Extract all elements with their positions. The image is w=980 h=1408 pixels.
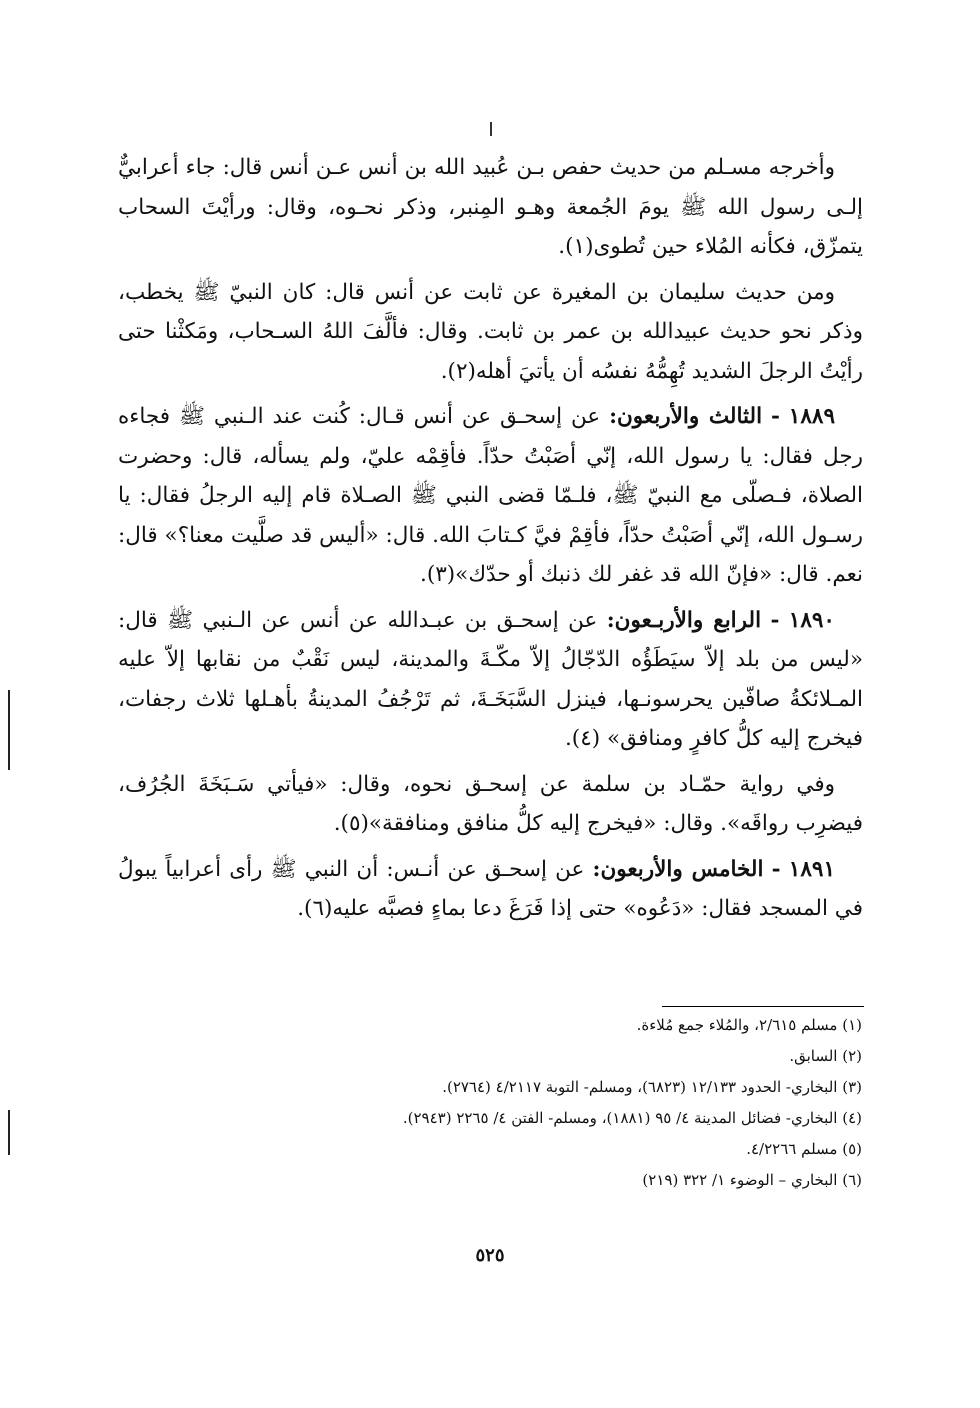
footnote: (٥) مسلم ٤/٢٢٦٦. bbox=[746, 1140, 862, 1158]
hadith-dash: - bbox=[771, 856, 781, 882]
page-number: ٥٢٥ bbox=[475, 1245, 505, 1266]
margin-line bbox=[8, 690, 10, 770]
top-mark bbox=[490, 122, 492, 136]
footnote: (٤) البخاري- فضائل المدينة ٤/ ٩٥ (١٨٨١)، ومسلم- الفتن ٤/ ٢٢٦٥ (٢٩٤٣). bbox=[402, 1109, 862, 1127]
paragraph-text: عن إسحـق عن أنـس: أن النبي ﷺ رأى أعرابياً يبولُ في المسجد فقال: «دَعُوه» حتى إذا فَرَغَ دعا بماءٍ فصبَّه عليه(٦). bbox=[118, 856, 863, 921]
paragraph-text: وفي رواية حمّـاد بن سلمة عن إسحـق نحوه، وقال: «فيأتي سَـبَخَةَ الجُرُف، فيضرِب رواقَه». وقال: «فيخرج إليه كلُّ منافق ومنافقة»(٥). bbox=[118, 771, 863, 836]
footnote: (٣) البخاري- الحدود ١٢/١٣٣ (٦٨٢٣)، ومسلم- التوبة ٤/٢١١٧ (٢٧٦٤). bbox=[442, 1078, 862, 1096]
paragraph bbox=[118, 273, 863, 392]
footnote-divider bbox=[662, 1006, 864, 1007]
hadith-heading: الخامس والأربعون: bbox=[592, 856, 764, 882]
footnotes bbox=[300, 1010, 862, 1196]
hadith-number: ١٨٩٠ bbox=[788, 607, 835, 633]
paragraph-text: عن إسحـق بن عبـدالله عن أنس عن الـنبي ﷺ قال: «ليس من بلد إلاّ سيَطَؤُه الدّجّالُ إلاّ مكّـةَ والمدينة، ليس نَقْبٌ من نقابها إلاّ عليه المـلائكةُ صافّين يحرسونـها، فينزل السَّبَخَـةَ، ثم تَرْجُفُ المدينةُ بأهـلها ثلاث رجفات، فيخرج إليه كلُّ كافرٍ ومنافق» (٤). bbox=[118, 607, 863, 751]
paragraph bbox=[118, 148, 863, 267]
paragraph-text: عن إسحـق عن أنس قـال: كُنت عند الـنبي ﷺ فجاءه رجل فقال: يا رسول الله، إنّي أصَبْتُ حدّاً. فأقِمْه عليّ، ولم يسأله، قال: وحضرت الصلاة، فـصلّى مع النبيّ ﷺ، فلـمّا قضى النبي ﷺ الصـلاة قام إليه الرجلُ فقال: يا رسـول الله، إنّي أصَبْتُ حدّاً، فأقِمْ فيَّ كـتابَ الله. قال: «أليس قد صلَّيت معنا؟» قال: نعم. قال: «فإنّ الله قد غفر لك ذنبك أو حدّك»(٣). bbox=[118, 404, 863, 587]
hadith-heading: الثالث والأربعون: bbox=[609, 404, 763, 429]
hadith-paragraph bbox=[118, 850, 863, 929]
margin-line bbox=[8, 1110, 10, 1155]
hadith-number: ١٨٩١ bbox=[788, 856, 835, 882]
hadith-heading: الرابع والأربـعون: bbox=[606, 607, 762, 633]
hadith-paragraph bbox=[118, 397, 863, 595]
paragraph-text: وأخرجه مسـلم من حديث حفص بـن عُبيد الله بن أنس عـن أنس قال: جاء أعرابيٌّ إلـى رسول الله ﷺ يومَ الجُمعة وهـو المِنبر، وذكر نحـوه، وقال: ورأيْتَ السحاب يتمزّق، فكأنه المُلاء حين تُطوى(١). bbox=[118, 155, 863, 259]
hadith-number: ١٨٨٩ bbox=[788, 404, 835, 429]
paragraph-text: ومن حديث سليمان بن المغيرة عن ثابت عن أنس قال: كان النبيّ ﷺ يخطب، وذكر نحو حديث عبيدالله بن عمر بن ثابت. وقال: فألَّفَ اللهُ السـحاب، ومَكثْنا حتى رأيْتُ الرجلَ الشديد تُهِمُّهُ نفسُه أن يأتيَ أهله(٢). bbox=[118, 279, 863, 384]
main-text bbox=[118, 148, 863, 935]
footnote: (٢) السابق. bbox=[789, 1047, 862, 1065]
footnote: (٦) البخاري – الوضوء ١/ ٣٢٢ (٢١٩) bbox=[642, 1171, 862, 1189]
hadith-dash: - bbox=[770, 404, 780, 429]
footnote: (١) مسلم ٢/٦١٥، والمُلاء جمع مُلاءة. bbox=[636, 1016, 862, 1034]
paragraph bbox=[118, 765, 863, 844]
hadith-dash: - bbox=[770, 607, 780, 633]
hadith-paragraph bbox=[118, 601, 863, 759]
